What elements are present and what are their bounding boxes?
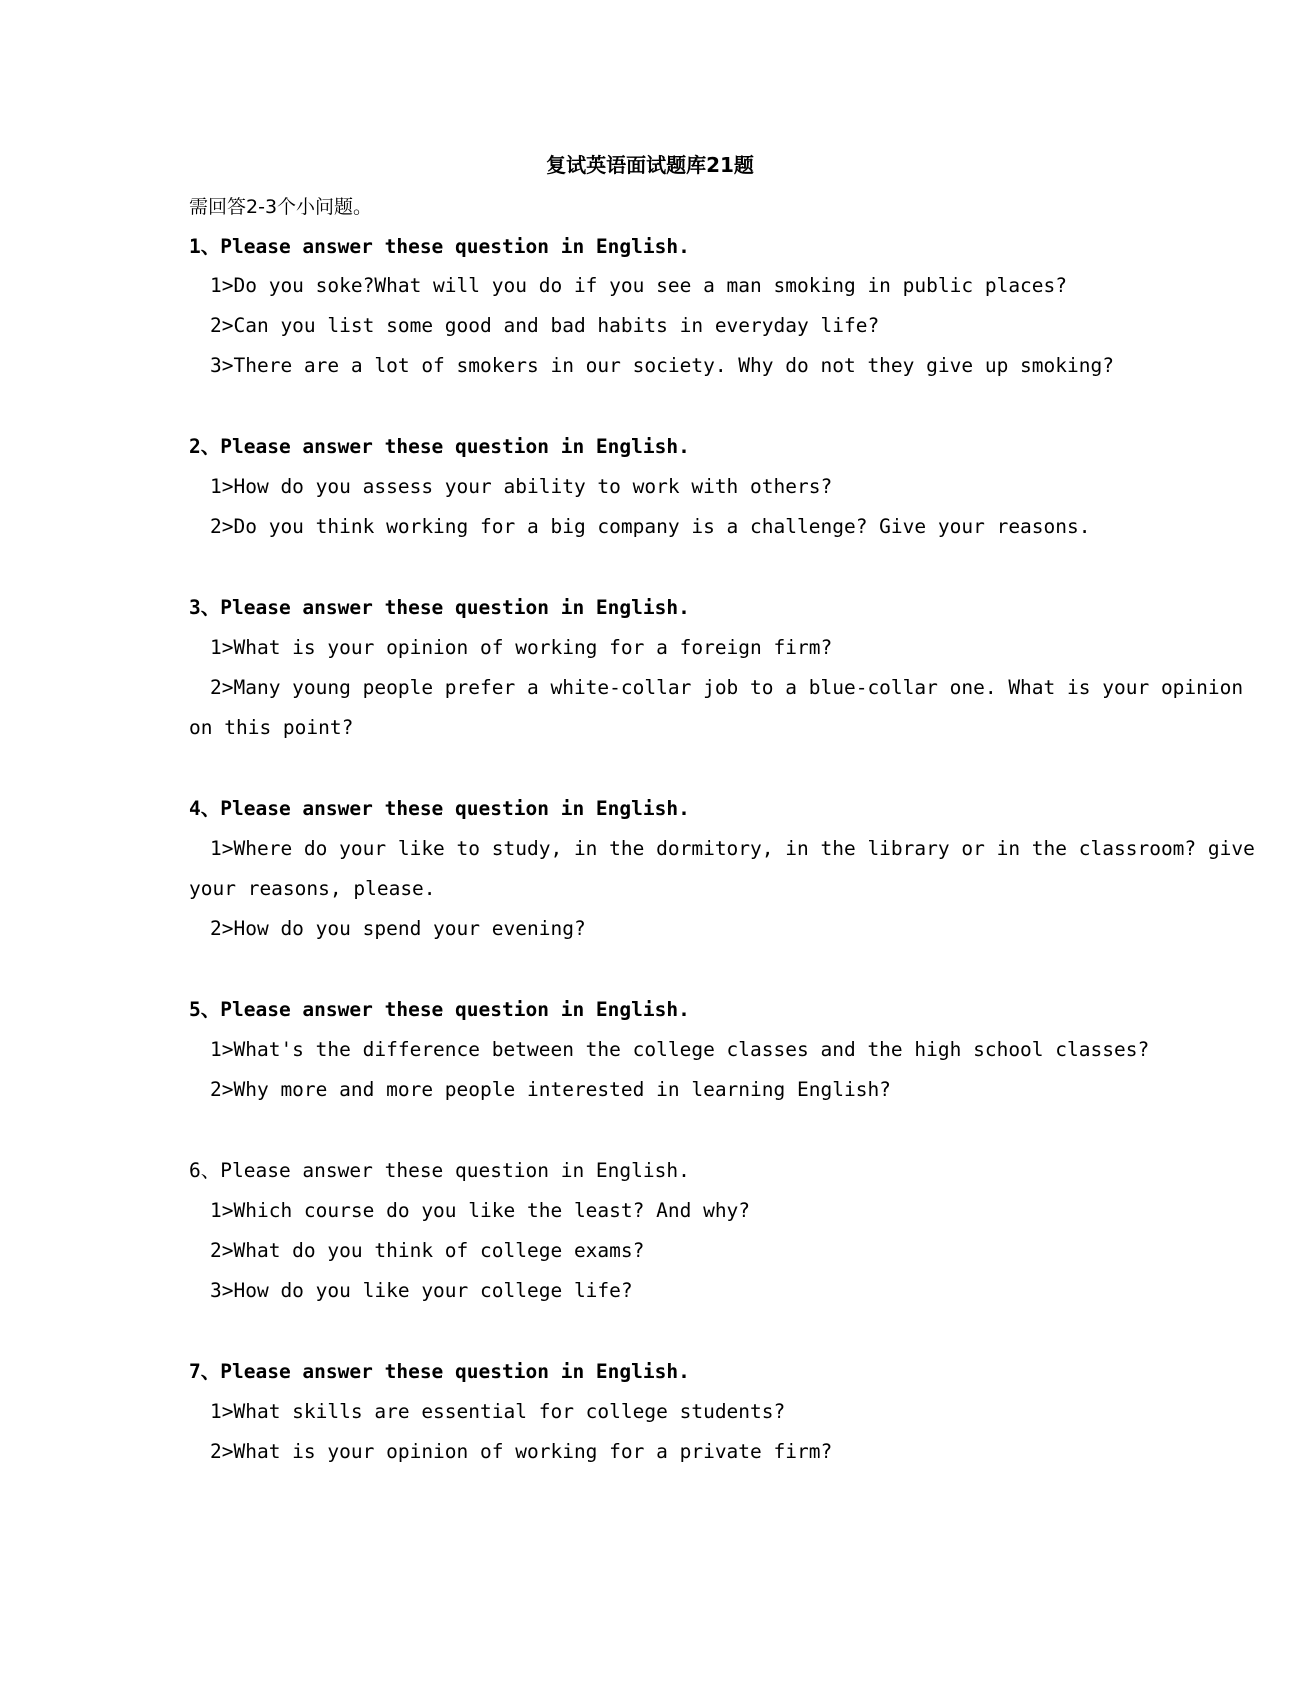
question-line: 3>There are a lot of smokers in our society. Why do not they give up smoking? <box>210 354 1114 377</box>
question-line: 1>Which course do you like the least? And why? <box>210 1199 751 1222</box>
intro-note: 需回答2-3个小问题。 <box>189 196 373 218</box>
section-3-heading: 3、Please answer these question in English. <box>189 596 690 619</box>
page-title: 复试英语面试题库21题 <box>546 153 754 177</box>
question-line: 2>Can you list some good and bad habits in everyday life? <box>210 314 880 337</box>
question-line: 2>Why more and more people interested in learning English? <box>210 1078 891 1101</box>
question-line: 2>Do you think working for a big company is a challenge? Give your reasons. <box>210 515 1091 538</box>
question-line: 1>Do you soke?What will you do if you see a man smoking in public places? <box>210 274 1068 297</box>
question-line: 2>What do you think of college exams? <box>210 1239 645 1262</box>
question-line: 1>How do you assess your ability to work with others? <box>210 475 833 498</box>
question-line: 1>Where do your like to study, in the dormitory, in the library or in the classroom? give <box>210 837 1255 860</box>
question-line: 2>What is your opinion of working for a private firm? <box>210 1440 833 1463</box>
section-2-heading: 2、Please answer these question in English. <box>189 435 690 458</box>
question-line: 3>How do you like your college life? <box>210 1279 633 1302</box>
section-4-heading: 4、Please answer these question in English. <box>189 797 690 820</box>
question-line: 1>What's the difference between the college classes and the high school classes? <box>210 1038 1150 1061</box>
question-line-continuation: your reasons, please. <box>189 877 436 900</box>
question-line-continuation: on this point? <box>189 716 354 739</box>
section-7-heading: 7、Please answer these question in English. <box>189 1360 690 1383</box>
question-line: 2>How do you spend your evening? <box>210 917 586 940</box>
question-line: 1>What skills are essential for college students? <box>210 1400 786 1423</box>
section-5-heading: 5、Please answer these question in English. <box>189 998 690 1021</box>
section-1-heading: 1、Please answer these question in English. <box>189 235 690 258</box>
question-line: 1>What is your opinion of working for a foreign firm? <box>210 636 833 659</box>
section-6-heading: 6、Please answer these question in English. <box>189 1159 690 1182</box>
question-line: 2>Many young people prefer a white-collar job to a blue-collar one. What is your opinion <box>210 676 1244 699</box>
